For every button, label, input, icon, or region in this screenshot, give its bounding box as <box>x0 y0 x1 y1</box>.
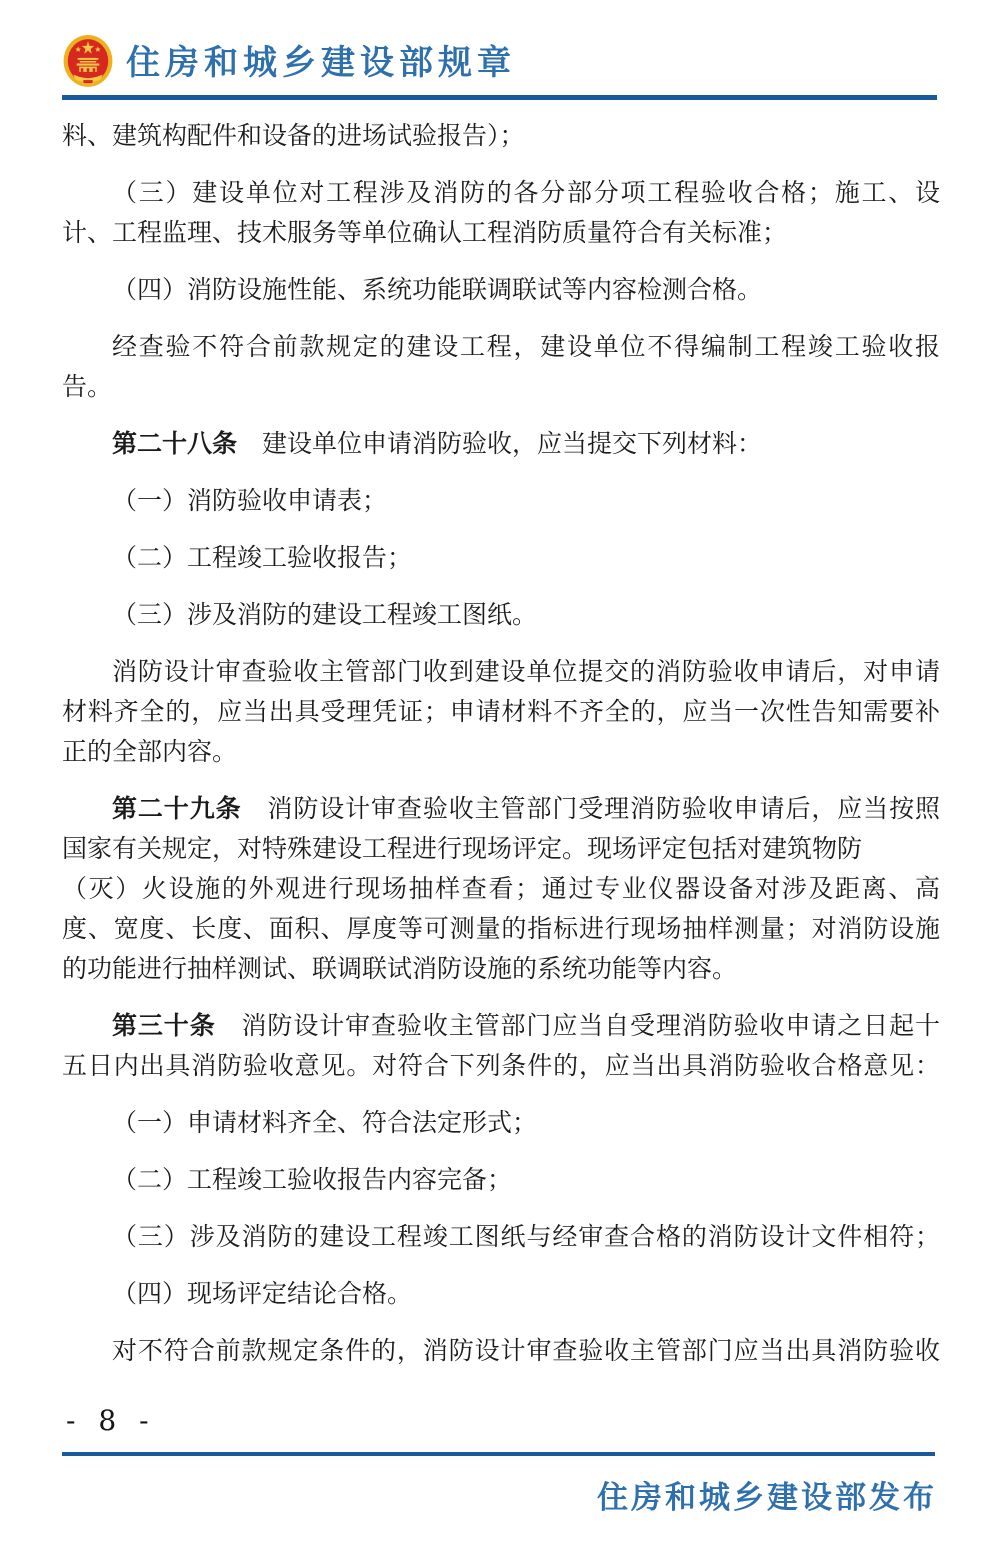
paragraph <box>62 652 940 772</box>
paragraph <box>62 424 940 464</box>
text-run: 材料齐全的，应当出具受理凭证；申请材料不齐全的，应当一次性告知需要补 <box>62 697 940 726</box>
text-run: 料、建筑构配件和设备的进场试验报告）； <box>62 121 525 150</box>
text-line <box>62 1217 940 1257</box>
text-line <box>62 829 940 869</box>
text-line <box>62 909 940 949</box>
text-line <box>62 116 940 156</box>
text-line <box>62 367 940 407</box>
paragraph <box>62 1331 940 1371</box>
text-run: 度、宽度、长度、面积、厚度等可测量的指标进行现场抽样测量；对消防设施 <box>62 914 940 943</box>
document-type-title: 住房和城乡建设部规章 <box>126 43 516 83</box>
paragraph <box>62 538 940 578</box>
paragraph <box>62 173 940 253</box>
text-line <box>62 424 940 464</box>
text-run: 的功能进行抽样测试、联调联试消防设施的系统功能等内容。 <box>62 954 738 983</box>
text-run: （四）现场评定结论合格。 <box>112 1279 413 1308</box>
text-run: 计、工程监理、技术服务等单位确认工程消防质量符合有关标准； <box>62 218 788 247</box>
text-line <box>62 213 940 253</box>
text-run: 五日内出具消防验收意见。对符合下列条件的，应当出具消防验收合格意见： <box>62 1051 940 1080</box>
text-line <box>62 652 940 692</box>
footer-divider-rule <box>62 1452 935 1456</box>
text-line <box>62 789 940 829</box>
text-line <box>62 692 940 732</box>
text-run: 经查验不符合前款规定的建设工程，建设单位不得编制工程竣工验收报 <box>112 332 940 361</box>
paragraph <box>62 595 940 635</box>
text-line <box>62 949 940 989</box>
page-number: - 8 - <box>66 1404 156 1437</box>
text-run: （灭）火设施的外观进行现场抽样查看；通过专业仪器设备对涉及距离、高 <box>62 874 940 903</box>
text-run: 消防设计审查验收主管部门收到建设单位提交的消防验收申请后，对申请 <box>112 657 940 686</box>
text-run: （二）工程竣工验收报告； <box>112 543 413 572</box>
text-line <box>62 270 940 310</box>
text-line <box>62 1274 940 1314</box>
paragraph <box>62 1217 940 1257</box>
text-run: （三）建设单位对工程涉及消防的各分部分项工程验收合格；施工、设 <box>112 178 940 207</box>
article-number: 第二十九条 <box>112 794 242 823</box>
paragraph <box>62 481 940 521</box>
publisher-label: 住房和城乡建设部发布 <box>597 1480 937 1516</box>
header-divider-rule <box>62 95 937 100</box>
text-run: （四）消防设施性能、系统功能联调联试等内容检测合格。 <box>112 275 763 304</box>
text-line <box>62 869 940 909</box>
text-run: 国家有关规定，对特殊建设工程进行现场评定。现场评定包括对建筑物防 <box>62 834 863 863</box>
document-header <box>62 34 940 90</box>
text-run: 对不符合前款规定条件的，消防设计审查验收主管部门应当出具消防验收 <box>112 1336 940 1365</box>
text-line <box>62 1331 940 1371</box>
text-run: （一）消防验收申请表； <box>112 486 388 515</box>
paragraph <box>62 1006 940 1086</box>
text-run: （三）涉及消防的建设工程竣工图纸。 <box>112 600 538 629</box>
text-line <box>62 1103 940 1143</box>
text-run: 正的全部内容。 <box>62 737 238 766</box>
text-line <box>62 1006 940 1046</box>
article-number: 第二十八条 <box>112 429 238 458</box>
text-line <box>62 538 940 578</box>
text-line <box>62 732 940 772</box>
text-run: （一）申请材料齐全、符合法定形式； <box>112 1108 538 1137</box>
paragraph <box>62 327 940 407</box>
text-run: 消防设计审查验收主管部门受理消防验收申请后，应当按照 <box>241 794 940 823</box>
paragraph <box>62 270 940 310</box>
paragraph <box>62 1103 940 1143</box>
text-line <box>62 1160 940 1200</box>
document-body <box>62 116 940 1388</box>
paragraph <box>62 1274 940 1314</box>
paragraph <box>62 1160 940 1200</box>
china-national-emblem-icon <box>62 34 114 90</box>
text-run: 告。 <box>62 372 113 401</box>
text-run: （二）工程竣工验收报告内容完备； <box>112 1165 513 1194</box>
text-line <box>62 1046 940 1086</box>
text-line <box>62 327 940 367</box>
text-line <box>62 173 940 213</box>
text-run: 消防设计审查验收主管部门应当自受理消防验收申请之日起十 <box>215 1011 940 1040</box>
paragraph <box>62 789 940 989</box>
text-run: 建设单位申请消防验收，应当提交下列材料： <box>237 429 763 458</box>
paragraph <box>62 116 940 156</box>
text-line <box>62 481 940 521</box>
text-run: （三）涉及消防的建设工程竣工图纸与经审查合格的消防设计文件相符； <box>112 1222 940 1251</box>
text-line <box>62 595 940 635</box>
article-number: 第三十条 <box>112 1011 216 1040</box>
